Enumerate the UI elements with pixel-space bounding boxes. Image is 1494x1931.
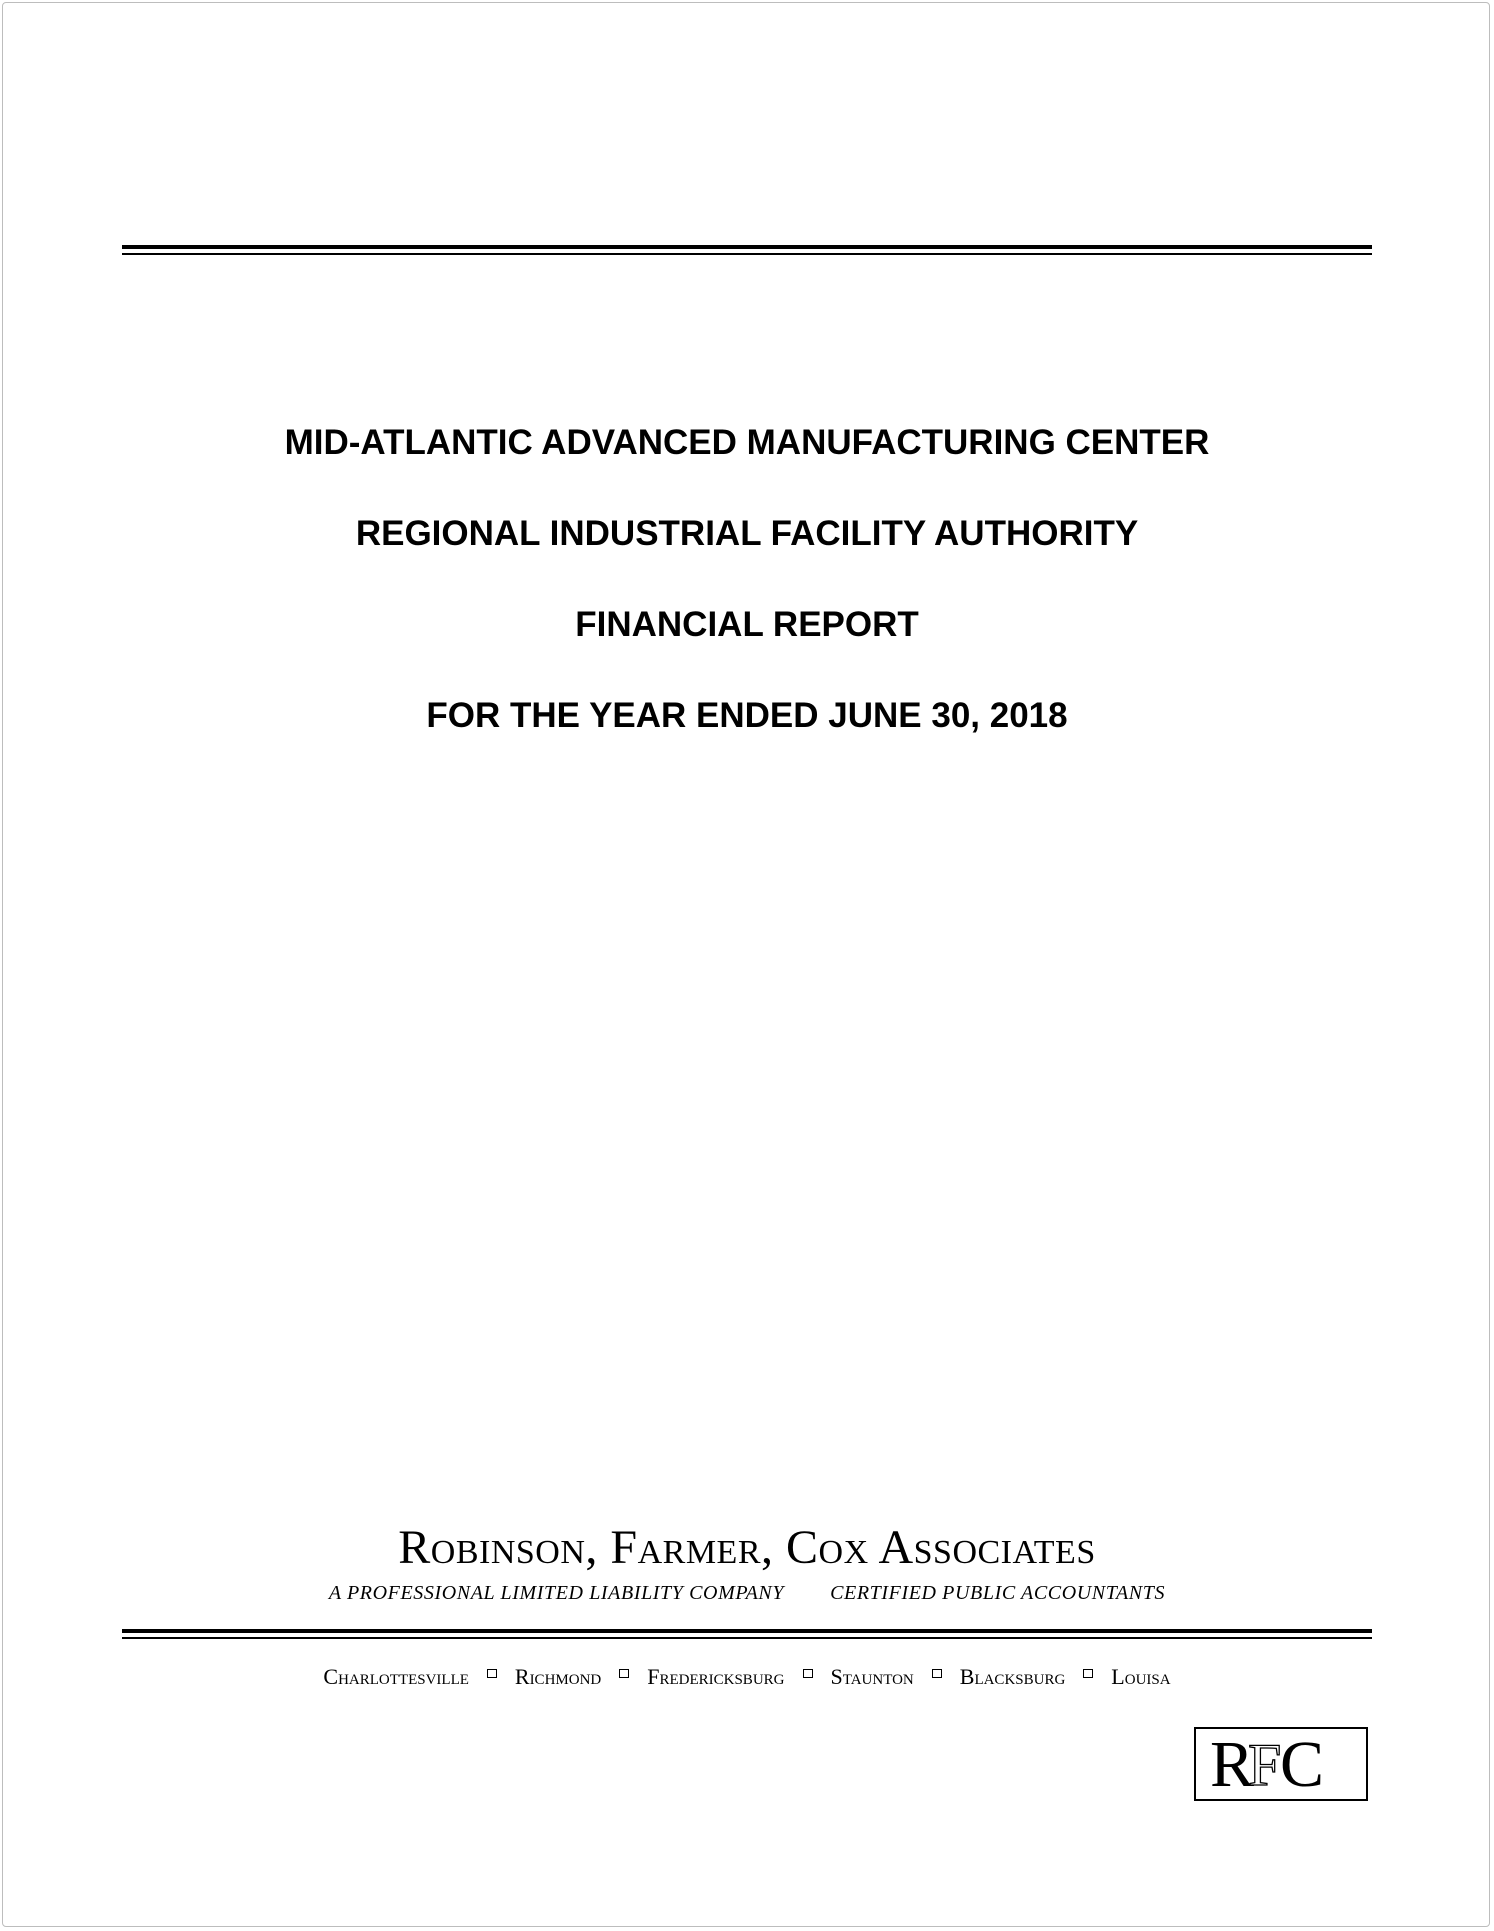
office-locations bbox=[0, 1664, 1494, 1690]
city-louisa: Louisa bbox=[1111, 1664, 1171, 1689]
city-charlottesville: Charlottesville bbox=[323, 1664, 469, 1689]
city-staunton: Staunton bbox=[830, 1664, 914, 1689]
rfc-logo-icon bbox=[1196, 1729, 1366, 1799]
report-title-line-4: FOR THE YEAR ENDED JUNE 30, 2018 bbox=[426, 696, 1068, 735]
separator-square-icon bbox=[1083, 1669, 1093, 1678]
separator-square-icon bbox=[803, 1669, 813, 1678]
separator-square-icon bbox=[619, 1669, 629, 1678]
report-title-line-2: REGIONAL INDUSTRIAL FACILITY AUTHORITY bbox=[355, 514, 1139, 553]
separator-square-icon bbox=[487, 1669, 497, 1678]
city-fredericksburg: Fredericksburg bbox=[647, 1664, 785, 1689]
firm-tagline-profession: CERTIFIED PUBLIC ACCOUNTANTS bbox=[830, 1582, 1166, 1604]
bottom-double-rule bbox=[122, 1629, 1372, 1639]
top-double-rule bbox=[122, 245, 1372, 255]
report-title-line-3: FINANCIAL REPORT bbox=[575, 605, 919, 644]
svg-text:C: C bbox=[1280, 1729, 1325, 1799]
svg-text:F: F bbox=[1248, 1732, 1282, 1798]
separator-square-icon bbox=[932, 1669, 942, 1678]
rfc-logo bbox=[1194, 1727, 1368, 1801]
city-blacksburg: Blacksburg bbox=[959, 1664, 1066, 1689]
firm-tagline-company-type: A PROFESSIONAL LIMITED LIABILITY COMPANY bbox=[328, 1582, 785, 1604]
firm-name: Robinson, Farmer, Cox Associates bbox=[398, 1521, 1096, 1574]
report-title-line-1: MID-ATLANTIC ADVANCED MANUFACTURING CENTER bbox=[284, 423, 1210, 462]
firm-tagline bbox=[0, 1582, 1494, 1605]
svg-text:R: R bbox=[1210, 1729, 1255, 1799]
city-richmond: Richmond bbox=[514, 1664, 602, 1689]
